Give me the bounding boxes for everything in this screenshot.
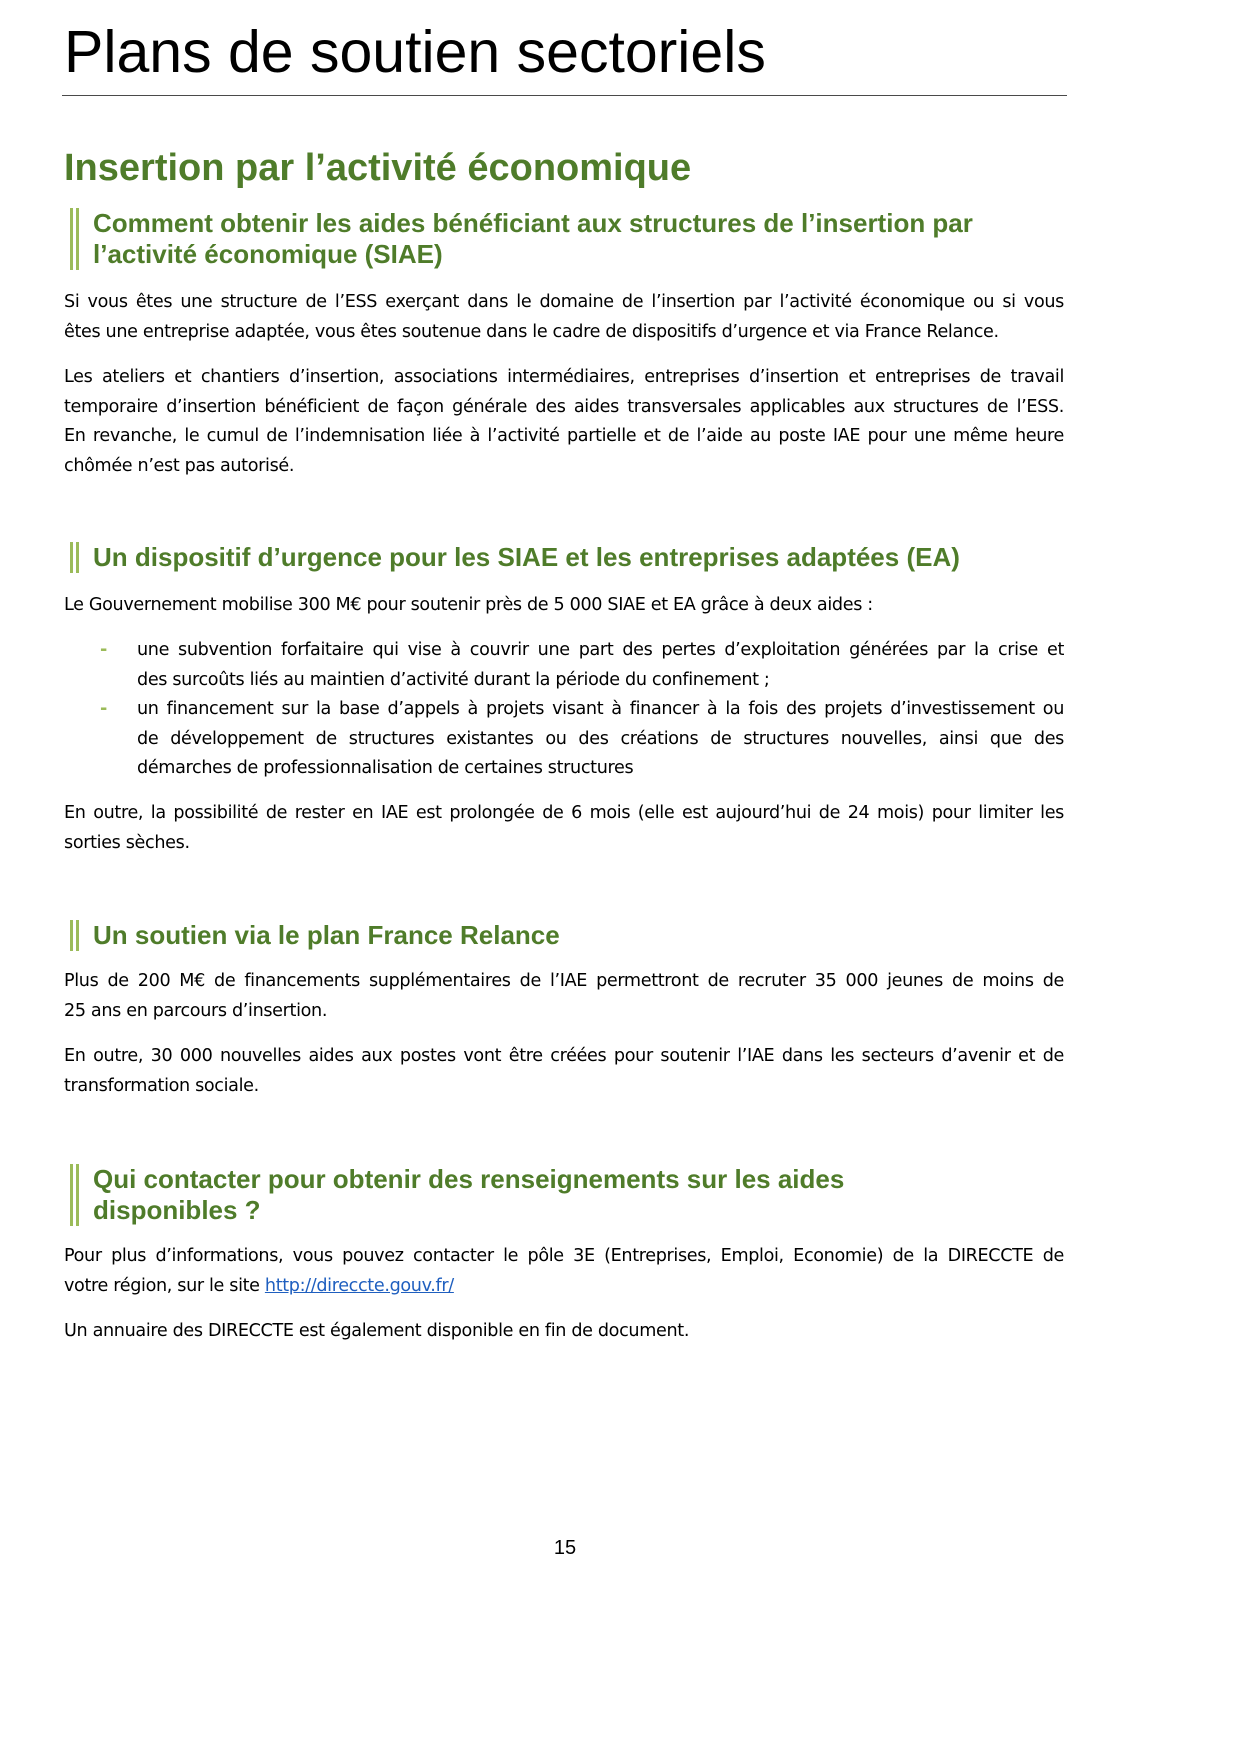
double-bar-marker [70,920,82,951]
paragraph-financing [64,967,1064,1026]
paragraph-directory [64,1317,1064,1347]
paragraph-government [64,591,1064,621]
page-title: Plans de soutien sectoriels [64,19,766,85]
text-line: sorties sèches. [64,832,190,853]
title-divider [62,95,1067,96]
paragraph-ateliers [64,363,1064,481]
text-line: En outre, la possibilité de rester en IAE est prolongée de 6 mois (elle est aujourd’hui de 24 mois) pour limiter les [64,803,1064,823]
text-line: de développement de structures existantes ou des créations de structures nouvelles, ainsi que des [137,728,1064,749]
text-line: Le Gouvernement mobilise 300 M€ pour soutenir près de 5 000 SIAE et EA grâce à deux aides : [64,595,873,615]
paragraph-new-aids [64,1042,1064,1101]
subheading-line: Comment obtenir les aides bénéficiant aux structures de l’insertion par [93,208,973,238]
text-fragment: votre région, sur le site [64,1275,265,1296]
list-item [64,636,1064,695]
text-line: des surcoûts liés au maintien d’activité durant la période du confinement ; [137,669,770,690]
subheading-line: disponibles ? [93,1195,261,1225]
double-bar-marker [70,208,82,270]
subheading-line: l’activité économique (SIAE) [93,239,443,269]
double-bar-marker [70,542,82,573]
list-item [64,695,1064,784]
text-line: temporaire d’insertion bénéficient de façon générale des aides transversales applicables aux structures de l’ESS. [64,396,1064,417]
text-line: êtes une entreprise adaptée, vous êtes soutenue dans le cadre de dispositifs d’urgence et via France Relance. [64,321,999,342]
paragraph-intro [64,288,1064,347]
bullet-dash: - [100,699,107,719]
text-line: démarches de professionnalisation de certaines structures [137,758,634,779]
text-line: une subvention forfaitaire qui vise à couvrir une part des pertes d’exploitation générées par la crise et [137,640,1064,660]
bullet-dash: - [100,640,107,660]
text-line: chômée n’est pas autorisé. [64,455,295,476]
subheading-siae-aids [70,208,973,270]
paragraph-extension [64,799,1064,858]
page-number: 15 [553,1537,577,1559]
double-bar-marker [70,1164,82,1226]
text-line: Plus de 200 M€ de financements supplémentaires de l’IAE permettront de recruter 35 000 jeunes de moins de [64,971,1064,991]
subheading-emergency [70,542,960,573]
text-line: Pour plus d’informations, vous pouvez contacter le pôle 3E (Entreprises, Emploi, Economie) de la DIRECCTE de [64,1246,1064,1266]
text-line: 25 ans en parcours d’insertion. [64,1000,328,1021]
direccte-link[interactable]: http://direccte.gouv.fr/ [264,1275,454,1296]
text-line: un financement sur la base d’appels à projets visant à financer à la fois des projets d’investissement ou [137,699,1064,719]
text-line [64,1272,1064,1302]
subheading-line: Un soutien via le plan France Relance [93,920,560,950]
subheading-contact [70,1164,844,1226]
subheading-line: Un dispositif d’urgence pour les SIAE et les entreprises adaptées (EA) [93,542,960,572]
paragraph-contact [64,1242,1064,1301]
subheading-line: Qui contacter pour obtenir des renseignements sur les aides [93,1164,845,1194]
text-line: En revanche, le cumul de l’indemnisation liée à l’activité partielle et de l’aide au poste IAE pour une même heure [64,426,1064,447]
text-line: Un annuaire des DIRECCTE est également disponible en fin de document. [64,1321,690,1341]
subheading-france-relance [70,920,560,951]
section-title: Insertion par l’activité économique [64,147,692,189]
text-line: En outre, 30 000 nouvelles aides aux postes vont être créées pour soutenir l’IAE dans les secteurs d’avenir et de [64,1046,1064,1066]
text-line: Si vous êtes une structure de l’ESS exerçant dans le domaine de l’insertion par l’activité économique ou si vous [64,292,1064,312]
text-line: transformation sociale. [64,1075,259,1096]
text-line: Les ateliers et chantiers d’insertion, associations intermédiaires, entreprises d’insertion et entreprises de travail [64,367,1064,387]
